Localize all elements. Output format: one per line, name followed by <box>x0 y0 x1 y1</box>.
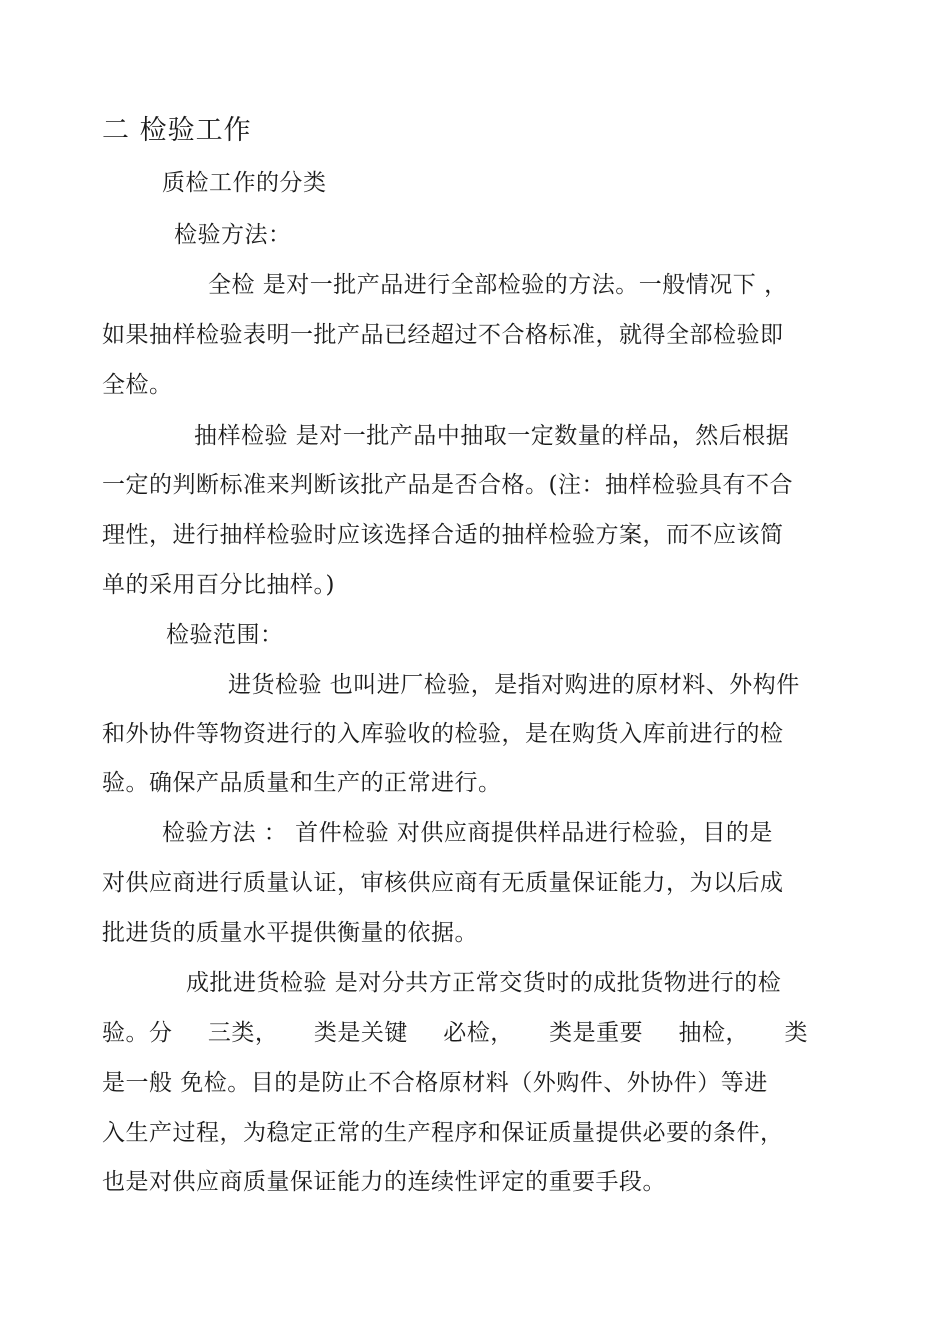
batch-line-4: 入生产过程，为稳定正常的生产程序和保证质量提供必要的条件， <box>102 1120 784 1146</box>
incoming-line-3: 验。确保产品质量和生产的正常进行。 <box>102 770 502 796</box>
sampling-line-2: 一定的判断标准来判断该批产品是否合格。(注：抽样检验具有不合 <box>102 472 793 498</box>
batch-line-2-part: 抽检， <box>678 1020 750 1046</box>
batch-line-1: 成批进货检验 是对分共方正常交货时的成批货物进行的检 <box>186 970 782 996</box>
subheading: 质检工作的分类 <box>162 170 327 196</box>
batch-line-3: 是一般 免检。目的是防止不合格原材料（外购件、外协件）等进 <box>102 1070 768 1096</box>
sampling-line-3: 理性，进行抽样检验时应该选择合适的抽样检验方案，而不应该简 <box>102 522 784 548</box>
sampling-line-4: 单的采用百分比抽样。) <box>102 572 335 598</box>
first-article-line-1: 检验方法 ： 首件检验 对供应商提供样品进行检验，目的是 <box>162 820 773 846</box>
methods-label: 检验方法： <box>174 222 292 248</box>
batch-line-2-part: 三类， <box>207 1020 279 1046</box>
incoming-line-1: 进货检验 也叫进厂检验，是指对购进的原材料、外构件 <box>228 672 800 698</box>
batch-line-2-part: 类是关键 <box>313 1020 408 1046</box>
first-article-line-3: 批进货的质量水平提供衡量的依据。 <box>102 920 478 946</box>
batch-line-2-part: 必检， <box>443 1020 514 1046</box>
batch-line-2-part: 验。分 <box>102 1020 173 1046</box>
first-article-line-2: 对供应商进行质量认证，审核供应商有无质量保证能力，为以后成 <box>102 870 784 896</box>
batch-line-5: 也是对供应商质量保证能力的连续性评定的重要手段。 <box>102 1169 666 1195</box>
sampling-line-1: 抽样检验 是对一批产品中抽取一定数量的样品，然后根据 <box>194 423 790 449</box>
scope-label: 检验范围： <box>166 622 284 648</box>
section-heading: 二 检验工作 <box>102 115 252 146</box>
full-inspection-line-1: 全检 是对一批产品进行全部检验的方法。一般情况下 ， <box>208 272 788 298</box>
full-inspection-line-3: 全检。 <box>102 372 173 398</box>
batch-line-2 <box>102 1018 808 1048</box>
full-inspection-line-2: 如果抽样检验表明一批产品已经超过不合格标准，就得全部检验即 <box>102 322 784 348</box>
batch-line-2-part: 类是重要 <box>549 1020 644 1046</box>
incoming-line-2: 和外协件等物资进行的入库验收的检验，是在购货入库前进行的检 <box>102 721 784 747</box>
batch-line-2-part: 类 <box>784 1020 808 1046</box>
